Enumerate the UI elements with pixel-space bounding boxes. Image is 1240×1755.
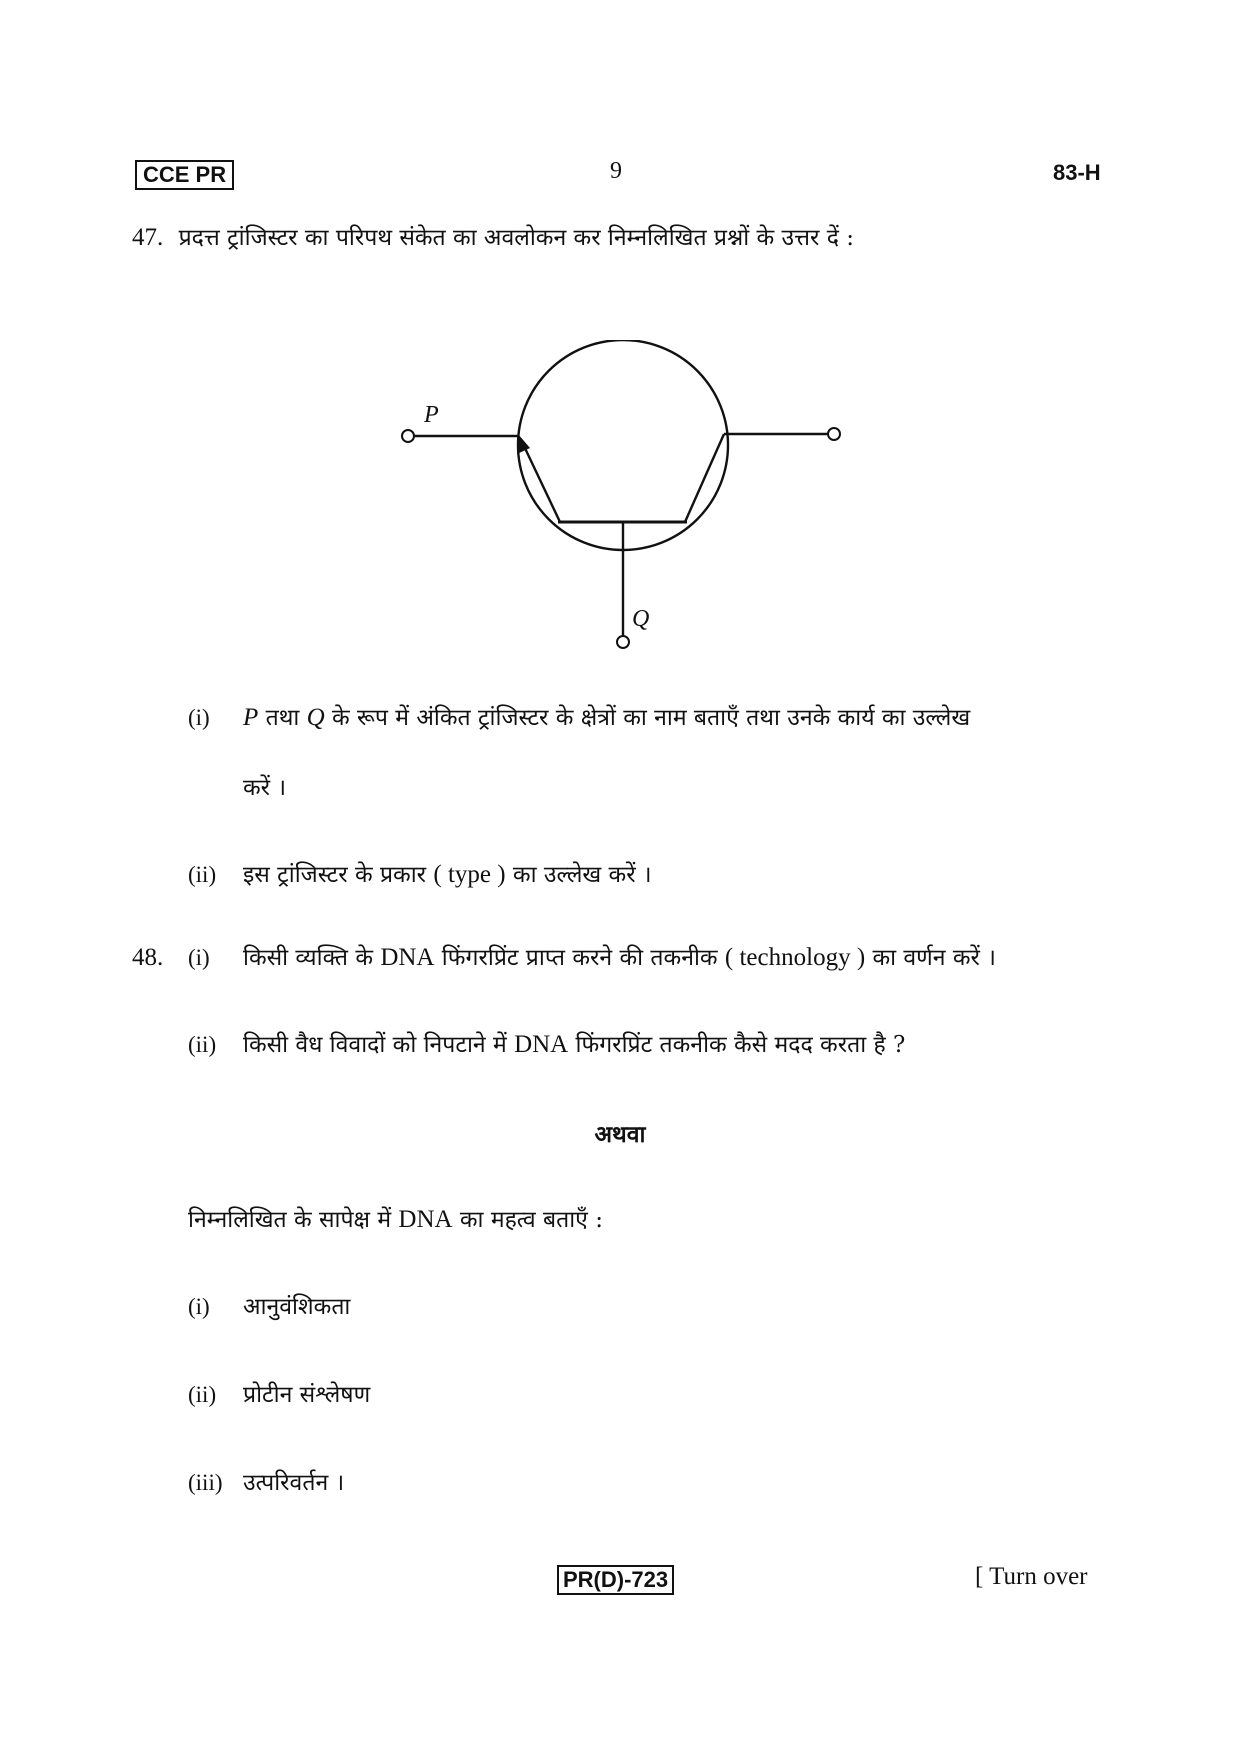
part-text: फिंगरप्रिंट तकनीक कैसे मदद करता है ? (568, 1032, 906, 1058)
part-latin: ( technology ) (724, 944, 866, 971)
footer-code-box: PR(D)-723 (557, 1565, 674, 1595)
part-text: का उल्लेख करें । (505, 862, 652, 888)
part-roman: (iii) (188, 1470, 223, 1495)
part-roman: (i) (188, 945, 210, 970)
part-text: तथा (258, 705, 307, 731)
var-p: P (243, 704, 259, 731)
part-text: किसी वैध विवादों को निपटाने में (243, 1032, 515, 1058)
part-latin: DNA (380, 944, 435, 971)
q48-part-ii-text (243, 1030, 905, 1060)
part-latin: DNA (514, 1031, 569, 1058)
collector-line (685, 434, 724, 522)
part-text: किसी व्यक्ति के (243, 945, 381, 971)
part-latin: DNA (398, 1206, 453, 1233)
terminal-q (617, 636, 629, 648)
q47-part-i-continuation: करें । (243, 775, 287, 801)
q48-part-i-roman (188, 943, 210, 973)
part-text: का महत्व बताएँ : (452, 1207, 603, 1233)
alt-item-1-roman (188, 1292, 210, 1322)
part-roman: (i) (188, 1294, 210, 1319)
part-roman: (ii) (188, 862, 217, 887)
alt-question-stem (188, 1205, 603, 1235)
q47-part-i-text (243, 703, 1123, 733)
header-series-box: CCE PR (135, 160, 234, 190)
alt-item-1-text: आनुवंशिकता (243, 1294, 351, 1320)
page-number: 9 (610, 158, 622, 184)
transistor-symbol-diagram (380, 340, 860, 660)
label-q: Q (632, 606, 650, 632)
var-q: Q (306, 704, 325, 731)
part-text: का वर्णन करें । (865, 945, 996, 971)
question-48 (132, 943, 163, 973)
part-roman: (ii) (188, 1382, 217, 1407)
alt-item-2-text: प्रोटीन संश्लेषण (243, 1382, 371, 1408)
terminal-collector (828, 428, 840, 440)
part-latin: ( type ) (433, 861, 506, 888)
q47-part-ii-text (243, 860, 652, 890)
terminal-p (402, 430, 414, 442)
emitter-arrow-head (517, 434, 530, 454)
alt-item-3-roman (188, 1468, 223, 1498)
part-text: फिंगरप्रिंट प्राप्त करने की तकनीक (434, 945, 725, 971)
label-p: P (424, 402, 439, 428)
q48-part-ii-roman (188, 1030, 216, 1060)
part-roman: (ii) (188, 1032, 217, 1057)
question-number: 47. (132, 224, 164, 251)
alt-item-2-roman (188, 1380, 216, 1410)
turn-over: [ Turn over (975, 1563, 1088, 1590)
part-text: इस ट्रांजिस्टर के प्रकार (243, 862, 434, 888)
or-divider: अथवा (594, 1121, 646, 1148)
paper-code: 83-H (1053, 160, 1101, 185)
q47-part-i (188, 703, 210, 733)
part-text: के रूप में अंकित ट्रांजिस्टर के क्षेत्रों का नाम बताएँ तथा उनके कार्य का उल्लेख (324, 705, 971, 731)
part-text: निम्नलिखित के सापेक्ष में (188, 1207, 399, 1233)
alt-item-3-text: उत्परिवर्तन । (243, 1470, 345, 1496)
q48-part-i-text (243, 943, 996, 973)
question-stem: प्रदत्त ट्रांजिस्टर का परिपथ संकेत का अवलोकन कर निम्नलिखित प्रश्नों के उत्तर दें : (178, 225, 854, 251)
question-number: 48. (132, 944, 164, 971)
part-roman: (i) (188, 705, 210, 730)
question-47 (132, 223, 854, 253)
q47-part-ii (188, 860, 216, 890)
transistor-envelope-circle (518, 340, 728, 550)
